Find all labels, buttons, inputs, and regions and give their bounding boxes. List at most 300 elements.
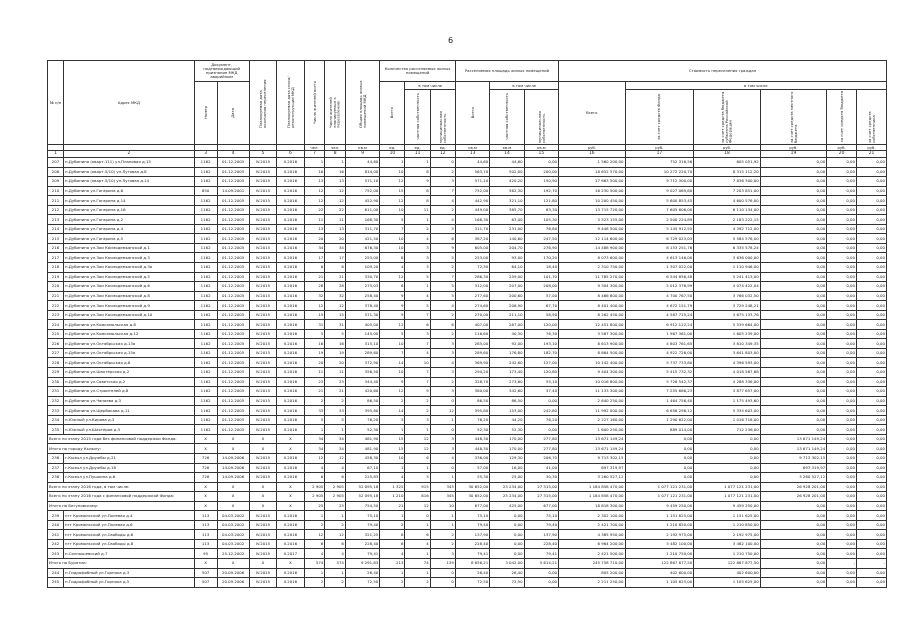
table-cell: 9 [380, 291, 405, 301]
table-cell: 5 [430, 224, 455, 234]
header-area-group-label: Расселяемая площадь жилых помещений [464, 68, 550, 74]
table-cell: 75,10 [524, 511, 558, 521]
table-cell: 12 [304, 186, 325, 196]
table-row [48, 320, 887, 330]
table-cell: 0 [430, 578, 455, 588]
table-cell: 312,00 [455, 282, 489, 292]
address-cell: п.Дубинино ул.Октябрьская д.6 [64, 358, 195, 368]
table-cell: 12 451 800,00 [559, 320, 625, 330]
table-cell: IV.2015 [249, 377, 277, 387]
table-cell: 277,60 [455, 291, 489, 301]
table-cell: 57,00 [455, 463, 489, 473]
table-row [48, 177, 887, 187]
table-cell: 219 [48, 272, 64, 282]
total-label: Всего по этапу 2016 года, в том числе: [48, 482, 195, 492]
table-cell: 5 241 413,00 [694, 272, 760, 282]
table-cell: 0,00 [625, 453, 694, 463]
table-cell: IV.2015 [249, 167, 277, 177]
table-cell: 176,80 [490, 348, 524, 358]
table-cell: 20.09.2006 [217, 568, 249, 578]
table-cell: 234 [48, 415, 64, 425]
table-cell: 574 [325, 558, 346, 568]
table-cell: 193,10 [524, 339, 558, 349]
table-cell: 4 [304, 549, 325, 559]
table-cell: IV.2015 [249, 415, 277, 425]
table-cell: 37,40 [524, 387, 558, 397]
table-cell: 676,30 [345, 243, 379, 253]
table-cell: 5 [405, 301, 430, 311]
table-cell: 2 [325, 520, 346, 530]
table-cell: 127,00 [524, 358, 558, 368]
table-cell: 57,00 [524, 291, 558, 301]
table-cell: 0,00 [856, 186, 886, 196]
table-cell: 79,41 [345, 549, 379, 559]
table-cell: 224 [48, 320, 64, 330]
table-row [48, 578, 887, 588]
table-cell: II.2016 [277, 511, 305, 521]
header-rooms-incl: в том числе [405, 82, 455, 90]
table-cell: 23 234,00 [490, 482, 524, 492]
header-budget-sum [694, 90, 760, 145]
table-cell: 116,60 [455, 329, 489, 339]
table-cell: II.2016 [277, 272, 305, 282]
table-cell: 25 [304, 501, 325, 511]
address-cell: пгт Кромолкский ул.Полевая д.6 [64, 520, 195, 530]
table-cell: 259,00 [490, 272, 524, 282]
table-cell: 230 [48, 377, 64, 387]
table-cell: 1 605 239,00 [694, 329, 760, 339]
table-cell: II.2016 [277, 282, 305, 292]
table-cell: 113 [194, 520, 217, 530]
total-label: Итого по Бегуновскому: [48, 501, 195, 511]
header-area-incl: в том числе [490, 82, 559, 90]
table-row [48, 425, 887, 435]
table-cell: 0,00 [760, 530, 826, 540]
table-cell: 0,00 [760, 282, 826, 292]
table-cell: 0,00 [856, 215, 886, 225]
table-cell: 1 184 858 470,00 [559, 482, 625, 492]
table-cell: 79,40 [524, 520, 558, 530]
table-cell: 2 [380, 396, 405, 406]
table-cell: 12 [325, 530, 346, 540]
table-cell: 238 [48, 473, 64, 483]
table-cell: 121,80 [524, 196, 558, 206]
table-cell: 2 905 [325, 482, 346, 492]
table-cell: 243 [48, 549, 64, 559]
table-cell: 754,50 [345, 501, 379, 511]
table-cell: X [217, 482, 249, 492]
table-cell: 52 095,18 [345, 482, 379, 492]
table-cell: 4 [405, 291, 430, 301]
table-cell: 380,00 [455, 387, 489, 397]
table-cell: 0,00 [760, 377, 826, 387]
header-doc-group-label: Документ, подтверждающий признание МКД аварийным [203, 62, 241, 79]
table-cell: 4 392 712,00 [694, 224, 760, 234]
table-cell: 0,00 [827, 348, 857, 358]
table-cell: 2 [405, 578, 430, 588]
table-cell: 0,00 [856, 539, 886, 549]
table-cell: 253,00 [345, 253, 379, 263]
resettlement-table [47, 60, 887, 588]
table-cell: 1 [304, 425, 325, 435]
table-cell: 4 672 151,79 [625, 301, 694, 311]
address-cell: п.Дубинино (кварт.111) ул.Плановая д.15 [64, 158, 195, 168]
table-cell: 0,00 [760, 177, 826, 187]
table-row [48, 377, 887, 387]
table-cell: 6 [405, 320, 430, 330]
table-cell: 105,30 [524, 215, 558, 225]
column-number: 6 [277, 151, 305, 158]
total-row [48, 434, 887, 444]
table-cell: 182,70 [524, 348, 558, 358]
column-number: 9 [345, 151, 379, 158]
table-cell: 1 105 625,00 [694, 578, 760, 588]
table-row [48, 282, 887, 292]
table-cell: 137,90 [455, 530, 489, 540]
unit-cell: чел. [325, 145, 346, 151]
table-cell: 1 016 718,00 [694, 415, 760, 425]
table-row [48, 329, 887, 339]
table-cell: 7 255 686,23 [625, 387, 694, 397]
table-cell: 0,00 [856, 224, 886, 234]
table-cell: 9 [405, 387, 430, 397]
table-cell: 31 [325, 320, 346, 330]
table-cell: 15 [304, 310, 325, 320]
table-cell: 448,30 [455, 434, 489, 444]
table-cell: 237 [48, 463, 64, 473]
unit-cell: руб. [625, 145, 694, 151]
table-cell: 213 [48, 215, 64, 225]
table-cell: 5 [430, 253, 455, 263]
table-cell: 0 [430, 425, 455, 435]
table-cell: 5 334 603,00 [694, 406, 760, 416]
total-row [48, 444, 887, 454]
table-cell: 0,00 [827, 444, 857, 454]
table-cell: 752 316,56 [625, 158, 694, 168]
table-row [48, 224, 887, 234]
table-cell: 0,00 [856, 425, 886, 435]
table-cell: 726 [194, 473, 217, 483]
table-cell: 01.12.2005 [217, 205, 249, 215]
table-cell: 13 [304, 177, 325, 187]
table-cell: 9 712 300,00 [625, 177, 694, 187]
header-address: Адрес МКД [64, 61, 195, 145]
table-cell: 8 [380, 530, 405, 540]
table-cell: 0,00 [827, 473, 857, 483]
address-cell: г.Кызыл ул.Дружбы д.18 [64, 463, 195, 473]
table-cell: 12 [325, 196, 346, 206]
table-cell: 2 [304, 396, 325, 406]
table-cell: 211 [48, 196, 64, 206]
table-cell: 2 [430, 263, 455, 273]
table-cell: 12 [380, 177, 405, 187]
table-cell: 0,00 [827, 453, 857, 463]
total-row [48, 501, 887, 511]
table-cell: 4 018 567,68 [694, 368, 760, 378]
table-cell: 712 236,00 [694, 425, 760, 435]
table-cell: 9 459 250,00 [694, 501, 760, 511]
address-cell: п.Южный ул.Шахтёров д.5 [64, 425, 195, 435]
table-cell: 11 133 300,00 [559, 387, 625, 397]
table-cell: II.2016 [277, 234, 305, 244]
header-area-total-label: Всего [469, 106, 475, 119]
header-planned-demolition [277, 61, 305, 145]
table-cell: 12 [430, 406, 455, 416]
table-cell: 0,00 [760, 578, 826, 588]
table-cell: 0 [405, 511, 430, 521]
table-cell: 7 605 606,00 [625, 205, 694, 215]
table-cell: 294,20 [455, 368, 489, 378]
table-cell: 3 636 000,00 [694, 253, 760, 263]
table-cell: X [249, 482, 277, 492]
total-label: Всего по этапу 2016 года с финансовой поддержкой Фонда: [48, 492, 195, 502]
table-cell: 277,80 [524, 434, 558, 444]
header-local-budget-sum-label: за счет средств местного бюджета [788, 91, 798, 143]
table-cell: 7 [430, 272, 455, 282]
header-rooms-private [405, 90, 430, 145]
table-cell: 15 [380, 434, 405, 444]
table-cell: 86,50 [455, 396, 489, 406]
table-cell: 113 [194, 539, 217, 549]
table-cell: 01.12.2005 [217, 310, 249, 320]
header-local-budget-sum [760, 90, 826, 145]
table-cell: 507 [194, 578, 217, 588]
table-cell: 6 912 122,24 [625, 320, 694, 330]
table-cell: IV.2015 [249, 215, 277, 225]
table-cell: IV.2015 [249, 396, 277, 406]
table-cell: 10 [380, 368, 405, 378]
table-cell: II.2016 [277, 329, 305, 339]
header-residents-label: Число жителей всего [311, 80, 317, 124]
table-cell: 21 [304, 387, 325, 397]
table-cell: 2 192 975,00 [694, 530, 760, 540]
table-cell: 677,00 [455, 501, 489, 511]
table-cell: 12 [380, 196, 405, 206]
table-cell: 0,00 [856, 492, 886, 502]
table-cell: IV.2015 [249, 568, 277, 578]
table-cell: X [249, 501, 277, 511]
table-cell: 2 310 750,00 [559, 263, 625, 273]
table-cell: 311,70 [345, 224, 379, 234]
table-cell: 5 415 732,32 [625, 368, 694, 378]
table-cell: 1162 [194, 368, 217, 378]
column-number: 10 [380, 151, 405, 158]
table-cell: 01.12.2005 [217, 177, 249, 187]
table-cell: 170,20 [524, 253, 558, 263]
table-cell: 0 [430, 158, 455, 168]
table-cell: 0,00 [625, 473, 694, 483]
table-cell: 0,00 [490, 539, 524, 549]
table-cell: 3 729 248,21 [694, 301, 760, 311]
table-cell: 0,00 [760, 415, 826, 425]
table-cell: II.2016 [277, 310, 305, 320]
table-cell: 01.12.2005 [217, 329, 249, 339]
table-cell: 26,40 [455, 568, 489, 578]
table-cell: 0,00 [760, 348, 826, 358]
table-cell: 0,00 [827, 492, 857, 502]
table-cell: IV.2015 [249, 186, 277, 196]
table-cell: 8 [405, 196, 430, 206]
table-cell: 1162 [194, 396, 217, 406]
table-cell: 1162 [194, 234, 217, 244]
table-cell: 8 466 800,00 [559, 291, 625, 301]
table-cell: 8 153 251,76 [625, 243, 694, 253]
table-cell: 2 [430, 205, 455, 215]
table-cell: 21 [304, 272, 325, 282]
table-cell: 270,00 [455, 310, 489, 320]
table-cell: II.2016 [277, 530, 305, 540]
table-cell: 0,00 [827, 310, 857, 320]
table-cell: 79,40 [345, 520, 379, 530]
table-cell: 1 560 200,00 [559, 158, 625, 168]
table-cell: 0,00 [856, 511, 886, 521]
table-cell: 12 [304, 301, 325, 311]
table-cell: II.2016 [277, 463, 305, 473]
table-cell: 242 [48, 539, 64, 549]
table-cell: 1 [405, 463, 430, 473]
table-cell: 330,70 [345, 272, 379, 282]
address-cell: п.Дубинино ул.Зои Космодемьянской д.6 [64, 282, 195, 292]
table-cell: 1162 [194, 243, 217, 253]
table-cell: 26 928 201,00 [760, 482, 826, 492]
table-cell: 1162 [194, 291, 217, 301]
table-cell: 2 [405, 406, 430, 416]
table-cell: 2 227 160,00 [559, 415, 625, 425]
table-cell: 0,00 [760, 215, 826, 225]
table-cell: 11 992 000,00 [559, 406, 625, 416]
table-cell: 1162 [194, 310, 217, 320]
table-cell: 01.12.2005 [217, 320, 249, 330]
table-cell: IV.2015 [249, 539, 277, 549]
column-number: 18 [694, 151, 760, 158]
table-cell: 0,00 [856, 310, 886, 320]
table-cell: 4 [405, 348, 430, 358]
table-cell: 21 [380, 501, 405, 511]
header-extra-sub2-label: за счет средств собственника [866, 110, 876, 143]
table-cell: II.2016 [277, 243, 305, 253]
table-cell: 1162 [194, 348, 217, 358]
table-cell: 425,00 [490, 501, 524, 511]
table-cell: 01.12.2005 [217, 253, 249, 263]
table-cell: 1 210 850,00 [625, 520, 694, 530]
table-cell: 1 [405, 425, 430, 435]
table-cell: 0,00 [856, 358, 886, 368]
table-cell: 1 077 121 231,00 [694, 492, 760, 502]
table-cell: 18,40 [524, 263, 558, 273]
header-fund-sum [625, 90, 694, 145]
table-cell: II.2016 [277, 263, 305, 273]
table-cell: 12 [304, 530, 325, 540]
table-cell: 228 [48, 358, 64, 368]
table-cell: 15 [325, 310, 346, 320]
table-row [48, 549, 887, 559]
table-cell: 2 905 [325, 492, 346, 502]
table-cell: IV.2015 [249, 463, 277, 473]
table-cell: 0,00 [856, 453, 886, 463]
table-cell: X [194, 444, 217, 454]
table-cell: 0,00 [490, 520, 524, 530]
table-cell: IV.2015 [249, 406, 277, 416]
address-cell: г.Кызыл ул.Пушкина д.6 [64, 473, 195, 483]
table-cell: 4 [430, 196, 455, 206]
table-cell: 0,00 [760, 520, 826, 530]
table-cell: 01.12.2005 [217, 243, 249, 253]
header-cost-group: Стоимость переселения граждан [559, 61, 887, 82]
table-cell: 1 [380, 463, 405, 473]
table-cell: 369,90 [455, 358, 489, 368]
table-cell: 170,00 [490, 444, 524, 454]
table-cell: 216 [48, 243, 64, 253]
table-cell: 816 [405, 492, 430, 502]
table-cell: 3 [405, 243, 430, 253]
table-cell: 289,60 [455, 348, 489, 358]
table-cell: 402 600,00 [625, 568, 694, 578]
table-cell: 448,30 [455, 444, 489, 454]
table-cell: 207 [48, 158, 64, 168]
header-rooms-total [380, 82, 405, 145]
column-number: 17 [625, 151, 694, 158]
table-cell: X [217, 558, 249, 568]
table-cell: 01.12.2005 [217, 377, 249, 387]
table-cell: 0,00 [856, 167, 886, 177]
table-cell: 122 867 877,50 [625, 558, 694, 568]
table-cell: 9 404 300,00 [559, 368, 625, 378]
header-fund-sum-label: за счет средств Фонда [656, 93, 662, 140]
table-cell: 0,00 [827, 539, 857, 549]
table-cell: IV.2015 [249, 329, 277, 339]
table-cell: 44,60 [490, 158, 524, 168]
address-cell: п.Дубинино ул.Зои Космодемьянской д.10 [64, 310, 195, 320]
table-cell: 01.12.2005 [217, 224, 249, 234]
table-cell: 3 [380, 415, 405, 425]
table-row [48, 463, 887, 473]
column-number: 3 [194, 151, 217, 158]
header-total-area-label: Общая площадь жилых помещений МКД [357, 80, 367, 129]
table-cell: 4 [304, 463, 325, 473]
table-cell: II.2016 [277, 377, 305, 387]
table-cell: 0,00 [760, 205, 826, 215]
table-cell: 122 867 877,50 [694, 558, 760, 568]
table-cell: 0,00 [856, 253, 886, 263]
table-cell: 1 077 121 231,00 [625, 492, 694, 502]
total-row [48, 492, 887, 502]
table-cell: 452,90 [345, 196, 379, 206]
table-cell: 0,00 [856, 320, 886, 330]
table-cell: 5 584 576,00 [694, 234, 760, 244]
table-cell: 7 [405, 368, 430, 378]
address-cell: п.Дубинино ул.Зои Космодемьянской д.3 [64, 253, 195, 263]
table-cell: 420,20 [490, 177, 524, 187]
table-cell: 10 [380, 339, 405, 349]
address-cell: п.Дубинино ул.Гагарина д.6 [64, 186, 195, 196]
address-cell: п.Дубинино ул.Гагарина д.4 [64, 224, 195, 234]
table-cell: 0,00 [760, 368, 826, 378]
table-cell: 2 [430, 530, 455, 540]
table-cell: 805 200,00 [559, 568, 625, 578]
table-cell: 01.12.2005 [217, 415, 249, 425]
table-cell: 0,00 [827, 520, 857, 530]
table-cell: 01.12.2005 [217, 215, 249, 225]
table-cell: 25 [325, 501, 346, 511]
table-cell: II.2016 [277, 568, 305, 578]
table-cell: 0,00 [760, 263, 826, 273]
table-cell: 4 922 726,00 [625, 348, 694, 358]
header-extra-sub2 [856, 90, 886, 145]
table-cell: 0,00 [760, 167, 826, 177]
table-cell: 14 [380, 406, 405, 416]
address-cell: п.Дубинино ул.Октябрьская д.15а [64, 348, 195, 358]
table-cell: 01.12.2005 [217, 387, 249, 397]
